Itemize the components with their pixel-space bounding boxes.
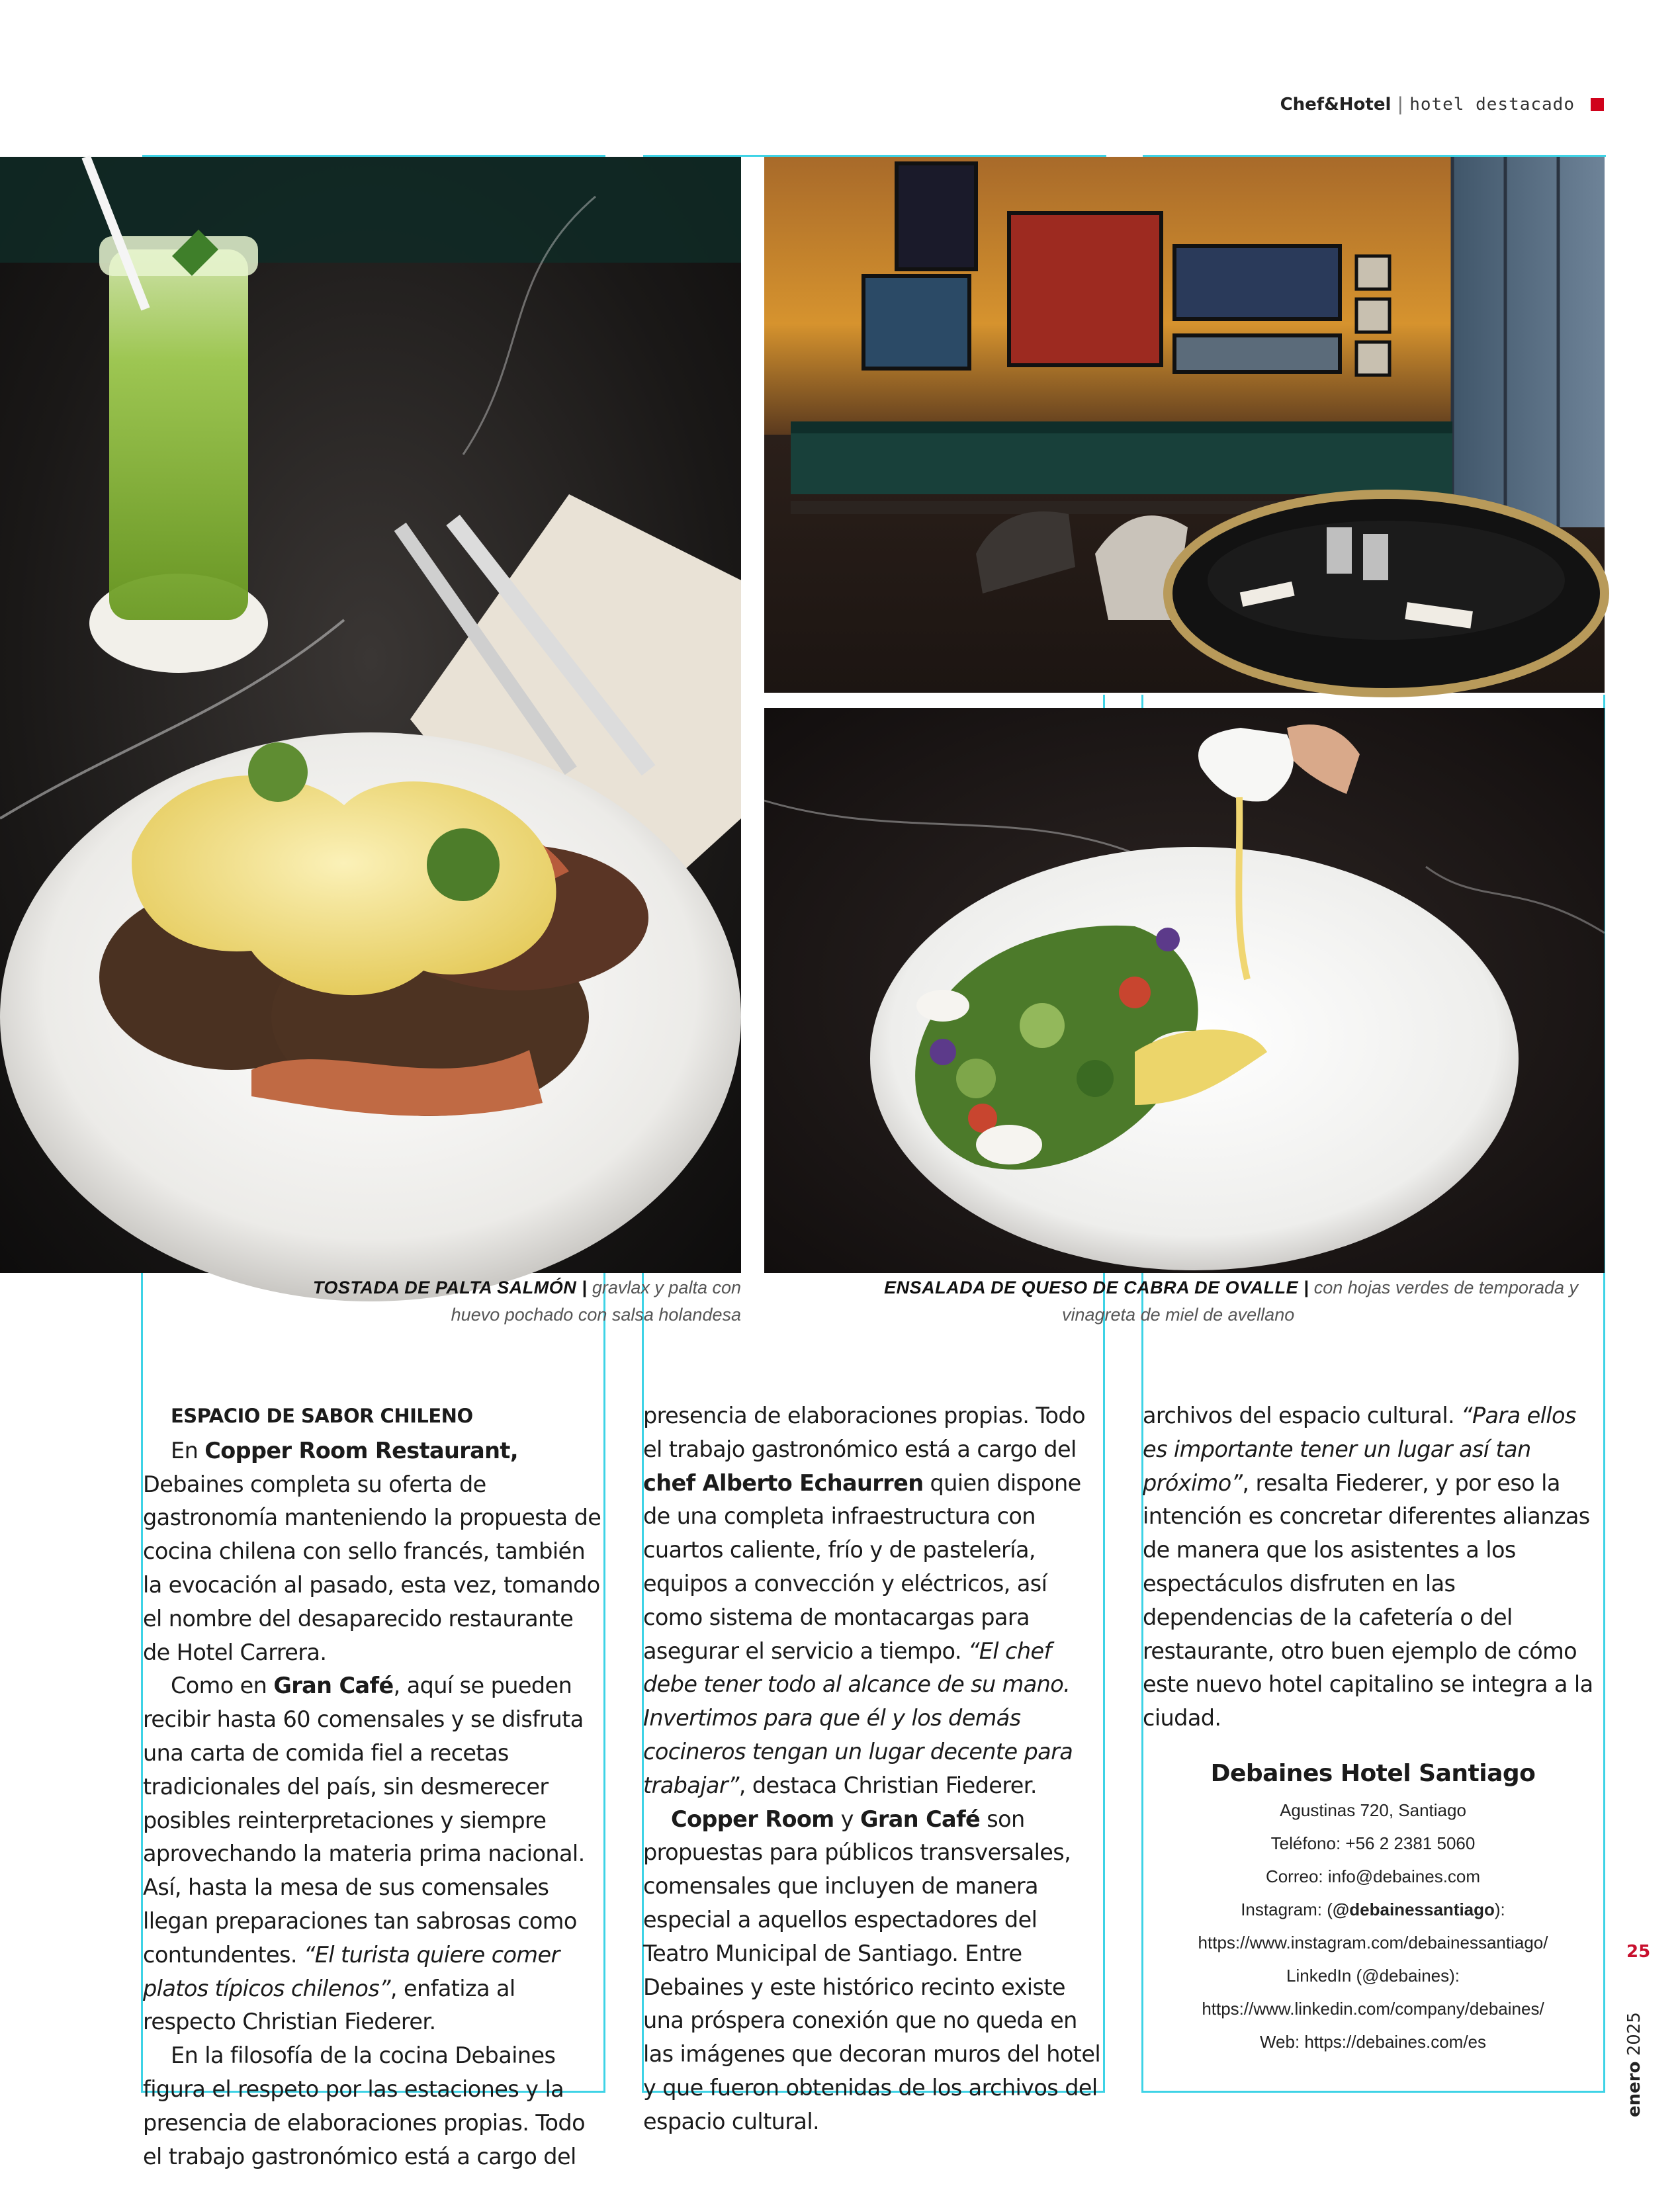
hotel-linkedin: LinkedIn (@debaines):	[1286, 1966, 1460, 1986]
article-column-2	[643, 1399, 1102, 2139]
caption-desc: vinagreta de miel de avellano	[1062, 1305, 1295, 1325]
hotel-address: Agustinas 720, Santiago	[1280, 1800, 1466, 1820]
caption-tostada	[139, 1274, 741, 1329]
issue-date	[1624, 1991, 1644, 2117]
article-column-3	[1143, 1399, 1603, 1735]
contact-box	[1143, 1760, 1603, 2058]
instagram-handle[interactable]: @debainessantiago	[1332, 1900, 1495, 1919]
issue-year: 2025	[1624, 2012, 1644, 2056]
section-name: hotel destacado	[1409, 95, 1575, 114]
caption-desc: con hojas verdes de temporada y	[1313, 1278, 1578, 1297]
hotel-phone: Teléfono: +56 2 2381 5060	[1270, 1833, 1476, 1853]
caption-desc: gravlax y palta con	[592, 1278, 741, 1297]
caption-desc: huevo pochado con salsa holandesa	[451, 1305, 741, 1325]
page-number: 25	[1626, 1942, 1651, 1962]
article-column-1	[143, 1399, 602, 2169]
paragraph-4: Copper Room y Gran Café son propuestas para públicos transversales, comensales que incluyen de manera especial a aquellos espectadores del Teatro Municipal de Santiago. Entre Debaines y este histórico recinto existe una próspera conexión que no queda en las imágenes que decoran muros del hotel y que fueron obtenidas de los archivos del espacio cultural.	[643, 1806, 1101, 2134]
running-header	[1280, 91, 1604, 118]
caption-title: TOSTADA DE PALTA SALMÓN |	[312, 1278, 588, 1297]
hotel-email[interactable]: Correo: info@debaines.com	[1265, 1866, 1481, 1886]
paragraph-3-cont: presencia de elaboraciones propias. Todo el trabajo gastronómico está a cargo del chef Alberto Echaurren quien dispone de una completa infraestructura con cuartos caliente, frío y de pastelería, equipos a convección y eléctricos, así como sistema de montacargas para asegurar el servicio a tiempo. “El chef debe tener todo al alcance de su mano. Invertimos para que él y los demás cocineros tengan un lugar decente para trabajar”, destaca Christian Fiederer.	[643, 1403, 1085, 1798]
guide-v2	[603, 1270, 605, 2092]
magazine-brand: Chef&Hotel	[1280, 95, 1392, 114]
photo-restaurant	[764, 157, 1605, 693]
paragraph-4-cont: archivos del espacio cultural. “Para ellos es importante tener un lugar así tan próximo”, resalta Fiederer, y por eso la intención es concretar diferentes alianzas de manera que los asistentes a los espectáculos disfruten en las dependencias de la cafetería o del restaurante, otro buen ejemplo de cómo este nuevo hotel capitalino se integra a la ciudad.	[1143, 1403, 1593, 1731]
section-subhead: ESPACIO DE SABOR CHILENO	[171, 1405, 473, 1427]
photo-tostada	[0, 157, 741, 1273]
header-separator: |	[1397, 93, 1403, 115]
instagram-link[interactable]: https://www.instagram.com/debainessantiago/	[1198, 1933, 1548, 1952]
issue-month: enero	[1624, 2061, 1644, 2117]
header-red-square-icon	[1591, 98, 1604, 111]
paragraph-1: En Copper Room Restaurant, Debaines completa su oferta de gastronomía manteniendo la propuesta de cocina chilena con sello francés, también la evocación al pasado, esta vez, tomando el nombre del desaparecido restaurante de Hotel Carrera.	[143, 1437, 601, 1665]
hotel-name: Debaines Hotel Santiago	[1210, 1760, 1536, 1787]
photo-ensalada	[764, 708, 1605, 1273]
linkedin-link[interactable]: https://www.linkedin.com/company/debaines/	[1202, 1999, 1544, 2019]
caption-ensalada	[764, 1274, 1578, 1329]
hotel-instagram: Instagram: (@debainessantiago):	[1241, 1900, 1505, 1919]
paragraph-3-start: En la filosofía de la cocina Debaines figura el respeto por las estaciones y la presencia de elaboraciones propias. Todo el trabajo gastronómico está a cargo del	[143, 2042, 585, 2169]
website-link[interactable]: Web: https://debaines.com/es	[1259, 2032, 1487, 2052]
guide-bottom-right	[1141, 2091, 1605, 2093]
caption-title: ENSALADA DE QUESO DE CABRA DE OVALLE |	[884, 1278, 1309, 1297]
paragraph-2: Como en Gran Café, aquí se pueden recibir hasta 60 comensales y se disfruta una carta de comida fiel a recetas tradicionales del país, sin desmerecer posibles reinterpretaciones y siempre aprovechando la materia prima nacional. Así, hasta la mesa de sus comensales llegan preparaciones tan sabrosas como contundentes. “El turista quiere comer platos típicos chilenos”, enfatiza al respecto Christian Fiederer.	[143, 1673, 585, 2035]
